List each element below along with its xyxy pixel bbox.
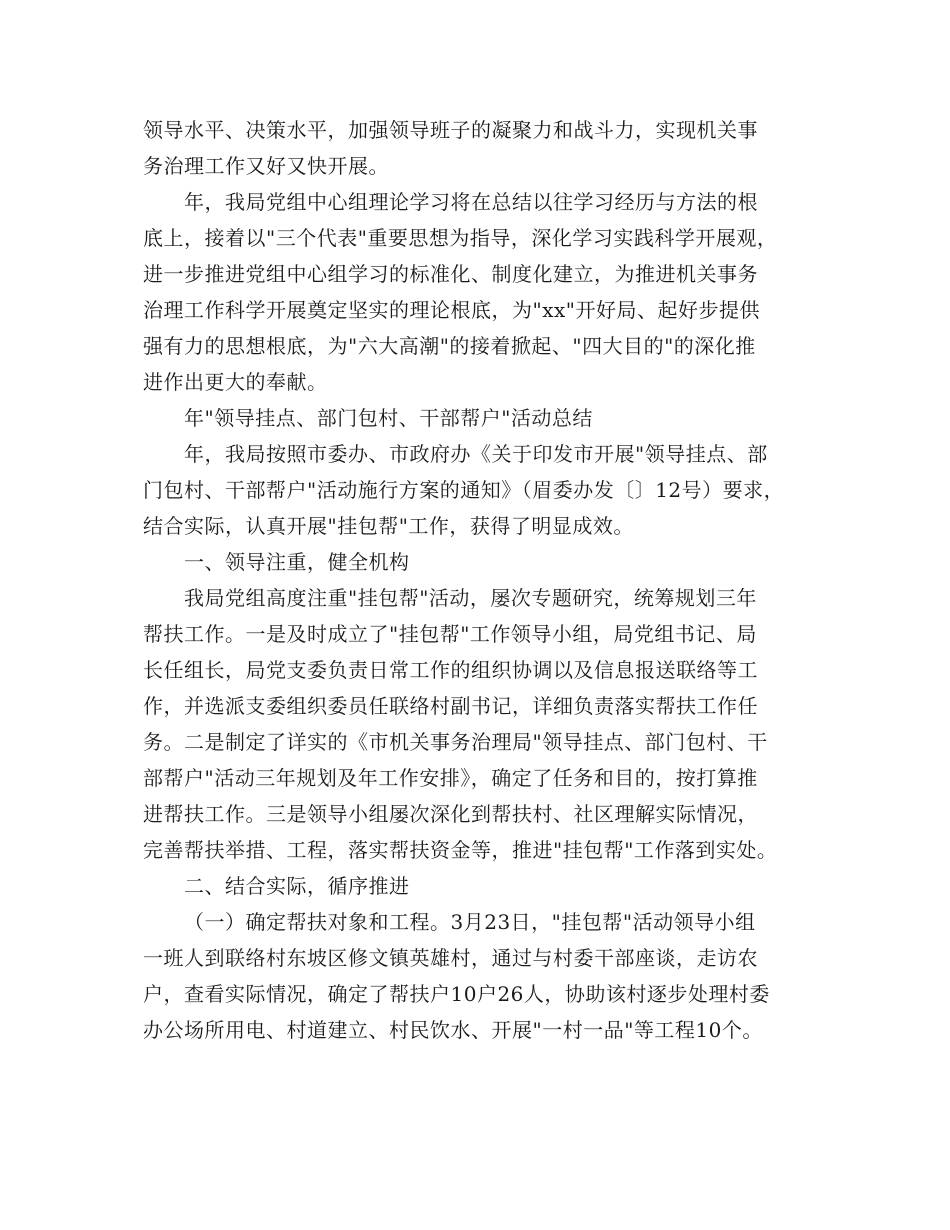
section-title: 年"领导挂点、部门包村、干部帮户"活动总结 <box>184 406 593 430</box>
text-line: 完善帮扶举措、工程，落实帮扶资金等，推进"挂包帮"工作落到实处。 <box>143 838 778 862</box>
paragraph-start-line: 我局党组高度注重"挂包帮"活动，屡次专题研究，统筹规划三年 <box>184 586 757 610</box>
paragraph-start-line: （一）确定帮扶对象和工程。3月23日，"挂包帮"活动领导小组 <box>184 910 756 934</box>
text-line: 进帮扶工作。三是领导小组屡次深化到帮扶村、社区理解实际情况， <box>143 802 758 826</box>
text-line: 门包村、干部帮户"活动施行方案的通知》（眉委办发〔〕12号）要求， <box>143 478 785 502</box>
text-line: 帮扶工作。一是及时成立了"挂包帮"工作领导小组，局党组书记、局 <box>143 622 757 646</box>
text-line: 一班人到联络村东坡区修文镇英雄村，通过与村委干部座谈，走访农 <box>143 946 758 970</box>
text-line: 长任组长，局党支委负责日常工作的组织协调以及信息报送联络等工 <box>143 658 758 682</box>
text-line: 户，查看实际情况，确定了帮扶户10户26人，协助该村逐步处理村委 <box>143 982 770 1006</box>
text-line: 务治理工作又好又快开展。 <box>143 154 389 178</box>
text-line: 结合实际，认真开展"挂包帮"工作，获得了明显成效。 <box>143 514 634 538</box>
paragraph-start-line: 年，我局按照市委办、市政府办《关于印发市开展"领导挂点、部 <box>184 442 768 466</box>
text-line: 底上，接着以"三个代表"重要思想为指导，深化学习实践科学开展观， <box>143 226 778 250</box>
text-line: 进作出更大的奉献。 <box>143 370 328 394</box>
text-line: 进一步推进党组中心组学习的标准化、制度化建立，为推进机关事务 <box>143 262 758 286</box>
text-line: 部帮户"活动三年规划及年工作安排》，确定了任务和目的，按打算推 <box>143 766 758 790</box>
text-line: 强有力的思想根底，为"六大高潮"的接着掀起、"四大目的"的深化推 <box>143 334 756 358</box>
text-line: 领导水平、决策水平，加强领导班子的凝聚力和战斗力，实现机关事 <box>143 118 758 142</box>
paragraph-start-line: 年，我局党组中心组理论学习将在总结以往学习经历与方法的根 <box>184 190 758 214</box>
section-heading: 一、领导注重，健全机构 <box>184 550 410 574</box>
text-line: 办公场所用电、村道建立、村民饮水、开展"一村一品"等工程10个。 <box>143 1018 763 1042</box>
text-line: 务。二是制定了详实的《市机关事务治理局"领导挂点、部门包村、干 <box>143 730 768 754</box>
section-heading: 二、结合实际，循序推进 <box>184 874 410 898</box>
text-line: 治理工作科学开展奠定坚实的理论根底，为"xx"开好局、起好步提供 <box>143 298 760 322</box>
text-line: 作，并选派支委组织委员任联络村副书记，详细负责落实帮扶工作任 <box>143 694 758 718</box>
